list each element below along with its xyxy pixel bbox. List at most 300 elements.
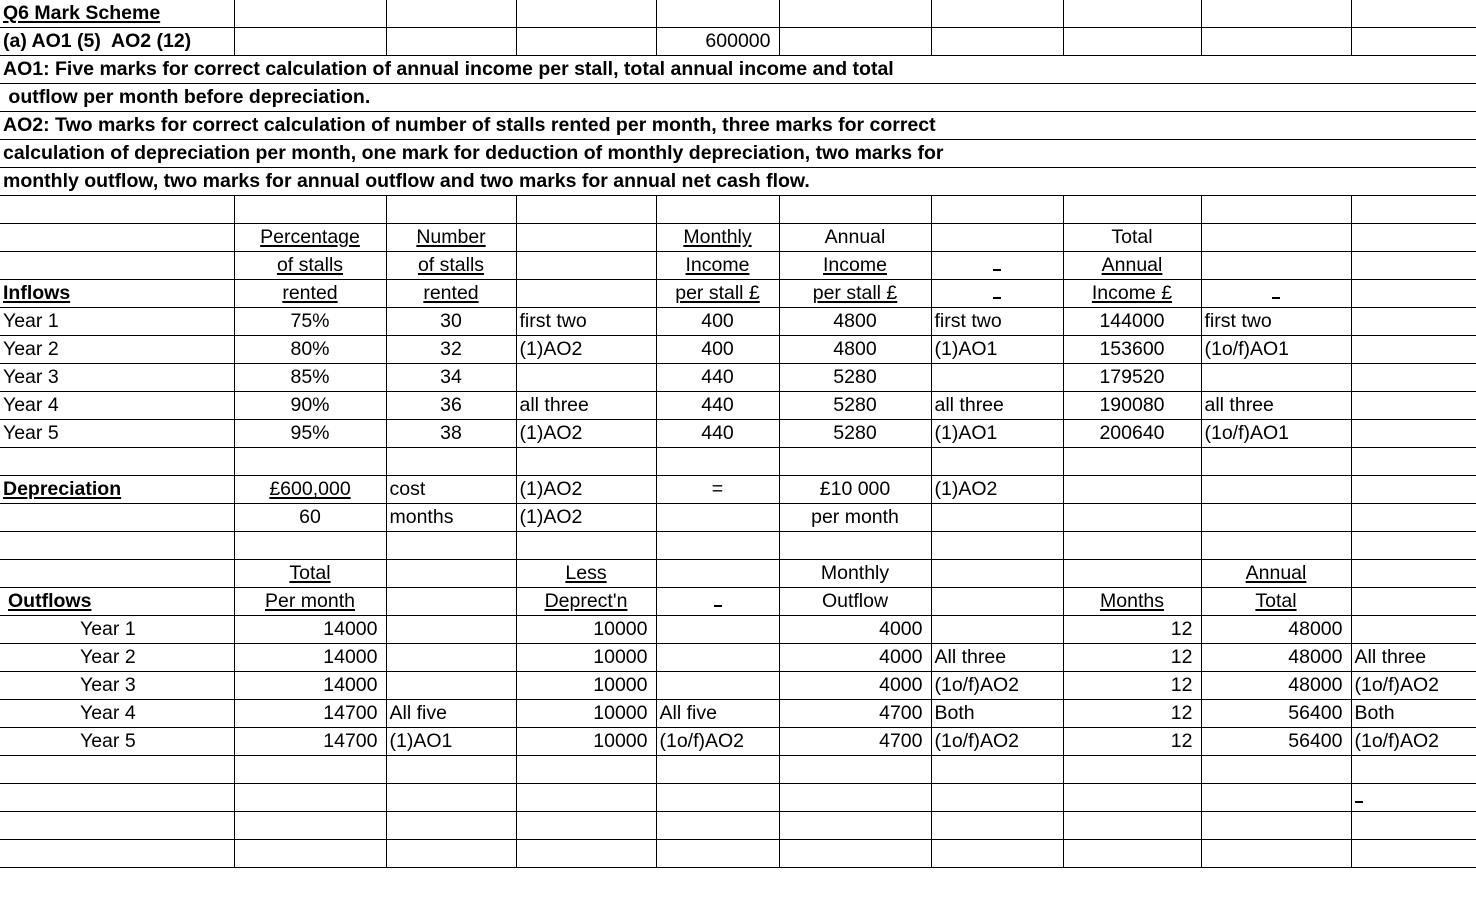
sheet-row — [0, 532, 1476, 560]
cell[interactable] — [516, 840, 656, 868]
cell[interactable] — [516, 28, 656, 56]
cell[interactable] — [931, 392, 1063, 420]
cell[interactable] — [516, 532, 656, 560]
cell[interactable] — [779, 672, 931, 700]
cell-text: Outflows — [8, 590, 92, 612]
cell[interactable] — [1201, 476, 1351, 504]
cell-text: AO2: Two marks for correct calculation of number of stalls rented per month, three marks for correct — [3, 114, 936, 136]
cell[interactable] — [931, 336, 1063, 364]
cell[interactable] — [931, 308, 1063, 336]
cell[interactable] — [516, 336, 656, 364]
cell[interactable] — [1351, 448, 1476, 476]
cell[interactable] — [0, 560, 234, 588]
cell[interactable] — [1201, 252, 1351, 280]
cell-text: 12 — [1170, 702, 1193, 724]
cell[interactable] — [931, 812, 1063, 840]
cell[interactable] — [779, 700, 931, 728]
cell[interactable] — [1063, 224, 1201, 252]
cell[interactable] — [931, 28, 1063, 56]
cell[interactable] — [386, 812, 516, 840]
cell[interactable] — [1201, 420, 1351, 448]
cell[interactable] — [234, 336, 386, 364]
cell[interactable] — [931, 672, 1063, 700]
cell[interactable] — [386, 280, 516, 308]
cell[interactable] — [931, 252, 1063, 280]
cell[interactable] — [1351, 280, 1476, 308]
cell[interactable] — [656, 728, 779, 756]
cell[interactable] — [1201, 840, 1351, 868]
cell-text: 10000 — [593, 674, 648, 696]
sheet-row — [0, 448, 1476, 476]
cell[interactable] — [1351, 420, 1476, 448]
cell[interactable] — [1201, 392, 1351, 420]
cell-text: Both — [1354, 702, 1395, 724]
cell[interactable] — [656, 420, 779, 448]
cell-text: (1)AO1 — [389, 730, 453, 752]
cell[interactable] — [779, 616, 931, 644]
cell[interactable] — [516, 0, 656, 28]
cell-text: £600,000 — [269, 478, 351, 500]
cell[interactable] — [386, 644, 516, 672]
cell[interactable] — [1201, 224, 1351, 252]
cell-text: Annual — [1245, 562, 1307, 584]
cell[interactable] — [0, 28, 234, 56]
cell[interactable] — [1063, 196, 1201, 224]
cell[interactable] — [386, 224, 516, 252]
cell[interactable] — [656, 560, 779, 588]
cell[interactable] — [1201, 364, 1351, 392]
cell[interactable] — [931, 700, 1063, 728]
cell[interactable] — [1351, 840, 1476, 868]
cell[interactable] — [386, 560, 516, 588]
cell[interactable] — [1063, 756, 1201, 784]
cell[interactable] — [931, 476, 1063, 504]
cell[interactable] — [0, 420, 234, 448]
cell[interactable] — [1063, 784, 1201, 812]
cell[interactable] — [234, 420, 386, 448]
cell[interactable] — [516, 616, 656, 644]
cell[interactable] — [386, 420, 516, 448]
cell[interactable] — [386, 756, 516, 784]
cell[interactable] — [0, 588, 234, 616]
cell[interactable] — [234, 364, 386, 392]
cell[interactable] — [931, 0, 1063, 28]
cell[interactable] — [1351, 252, 1476, 280]
cell[interactable] — [656, 336, 779, 364]
cell[interactable] — [0, 532, 234, 560]
cell[interactable] — [234, 532, 386, 560]
cell[interactable] — [386, 532, 516, 560]
cell[interactable] — [1201, 756, 1351, 784]
cell[interactable] — [779, 392, 931, 420]
cell[interactable] — [234, 784, 386, 812]
cell[interactable] — [516, 448, 656, 476]
cell-text: 4000 — [879, 618, 923, 640]
cell[interactable] — [656, 280, 779, 308]
cell[interactable] — [656, 616, 779, 644]
cell[interactable] — [779, 644, 931, 672]
cell-text: 440 — [701, 422, 734, 444]
cell[interactable] — [516, 224, 656, 252]
cell[interactable] — [1351, 588, 1476, 616]
cell[interactable] — [234, 700, 386, 728]
cell[interactable] — [779, 280, 931, 308]
cell[interactable] — [386, 616, 516, 644]
cell-text: Income — [685, 254, 750, 276]
cell[interactable] — [656, 364, 779, 392]
cell[interactable] — [516, 560, 656, 588]
cell[interactable] — [1063, 532, 1201, 560]
cell[interactable] — [234, 644, 386, 672]
cell-text: Deprect'n — [544, 590, 628, 612]
cell[interactable] — [656, 308, 779, 336]
cell[interactable] — [779, 588, 931, 616]
cell[interactable] — [1063, 644, 1201, 672]
cell[interactable] — [386, 336, 516, 364]
cell[interactable] — [1201, 196, 1351, 224]
cell[interactable] — [1063, 280, 1201, 308]
cell-text: 440 — [701, 394, 734, 416]
cell[interactable] — [386, 0, 516, 28]
cell[interactable] — [234, 840, 386, 868]
cell[interactable] — [0, 392, 234, 420]
cell[interactable] — [0, 616, 234, 644]
cell[interactable] — [386, 308, 516, 336]
cell[interactable] — [386, 448, 516, 476]
cell[interactable] — [656, 672, 779, 700]
cell[interactable] — [1063, 812, 1201, 840]
cell[interactable] — [0, 280, 234, 308]
cell[interactable] — [0, 308, 234, 336]
cell[interactable] — [779, 812, 931, 840]
cell[interactable] — [516, 728, 656, 756]
cell[interactable] — [386, 476, 516, 504]
cell[interactable] — [656, 392, 779, 420]
cell[interactable] — [0, 728, 234, 756]
cell[interactable] — [1351, 224, 1476, 252]
cell[interactable] — [1351, 812, 1476, 840]
cell[interactable] — [1201, 644, 1351, 672]
cell[interactable] — [1351, 532, 1476, 560]
cell[interactable] — [656, 224, 779, 252]
cell[interactable] — [234, 196, 386, 224]
cell[interactable] — [234, 392, 386, 420]
cell[interactable] — [931, 532, 1063, 560]
cell[interactable] — [656, 448, 779, 476]
cell[interactable] — [1063, 672, 1201, 700]
cell[interactable] — [1201, 504, 1351, 532]
cell[interactable] — [1351, 0, 1476, 28]
cell[interactable] — [1063, 840, 1201, 868]
cell[interactable] — [1351, 672, 1476, 700]
cell[interactable] — [0, 448, 234, 476]
cell[interactable] — [234, 728, 386, 756]
cell[interactable] — [1351, 616, 1476, 644]
cell[interactable] — [386, 364, 516, 392]
cell[interactable] — [234, 504, 386, 532]
cell[interactable] — [0, 672, 234, 700]
cell[interactable] — [516, 196, 656, 224]
cell[interactable] — [779, 364, 931, 392]
cell[interactable] — [1201, 28, 1351, 56]
cell[interactable] — [386, 672, 516, 700]
cell[interactable] — [234, 672, 386, 700]
cell[interactable] — [931, 756, 1063, 784]
cell[interactable] — [779, 224, 931, 252]
cell[interactable] — [779, 476, 931, 504]
outflow-row — [0, 616, 1476, 644]
cell[interactable] — [1063, 728, 1201, 756]
cell[interactable] — [0, 840, 234, 868]
cell[interactable] — [0, 112, 1476, 140]
cell-text: of stalls — [417, 254, 485, 276]
cell[interactable] — [779, 28, 931, 56]
cell[interactable] — [656, 0, 779, 28]
cell[interactable] — [0, 756, 234, 784]
cell[interactable] — [779, 252, 931, 280]
cell[interactable] — [386, 784, 516, 812]
cell[interactable] — [516, 476, 656, 504]
cell[interactable] — [656, 784, 779, 812]
cell[interactable] — [0, 644, 234, 672]
cell[interactable] — [1201, 588, 1351, 616]
cell-text: 4700 — [879, 702, 923, 724]
cell[interactable] — [779, 196, 931, 224]
cell[interactable] — [656, 28, 779, 56]
cell[interactable] — [0, 252, 234, 280]
cell[interactable] — [516, 784, 656, 812]
cell[interactable] — [0, 224, 234, 252]
cell[interactable] — [1063, 308, 1201, 336]
cell[interactable] — [931, 784, 1063, 812]
cell[interactable] — [1201, 784, 1351, 812]
cell[interactable] — [0, 336, 234, 364]
cell[interactable] — [931, 644, 1063, 672]
cell[interactable] — [931, 364, 1063, 392]
cell[interactable] — [1201, 448, 1351, 476]
cell[interactable] — [0, 168, 1476, 196]
cell[interactable] — [779, 840, 931, 868]
cell[interactable] — [386, 28, 516, 56]
cell[interactable] — [1201, 700, 1351, 728]
cell-text: Year 3 — [80, 674, 136, 696]
cell[interactable] — [656, 812, 779, 840]
cell[interactable] — [1063, 504, 1201, 532]
cell[interactable] — [1351, 504, 1476, 532]
cell[interactable] — [1351, 644, 1476, 672]
cell[interactable] — [1201, 532, 1351, 560]
cell[interactable] — [656, 532, 779, 560]
cell[interactable] — [1351, 196, 1476, 224]
cell[interactable] — [656, 644, 779, 672]
cell[interactable] — [1351, 392, 1476, 420]
cell[interactable] — [386, 700, 516, 728]
cell[interactable] — [0, 504, 234, 532]
cell[interactable] — [0, 140, 1476, 168]
cell[interactable] — [0, 84, 1476, 112]
cell[interactable] — [516, 588, 656, 616]
cell[interactable] — [386, 392, 516, 420]
cell[interactable] — [386, 588, 516, 616]
cell-text: 95% — [290, 422, 330, 444]
cell[interactable] — [1063, 364, 1201, 392]
cell-text: outflow per month before depreciation. — [3, 86, 371, 108]
cell[interactable] — [656, 196, 779, 224]
cell[interactable] — [1063, 336, 1201, 364]
cell[interactable] — [779, 504, 931, 532]
cell[interactable] — [779, 336, 931, 364]
cell[interactable] — [516, 392, 656, 420]
cell-text: first two — [934, 310, 1002, 332]
cell[interactable] — [1351, 700, 1476, 728]
cell-text: 190080 — [1099, 394, 1165, 416]
cell[interactable] — [516, 504, 656, 532]
cell[interactable] — [1201, 560, 1351, 588]
cell[interactable] — [234, 280, 386, 308]
outflow-row — [0, 644, 1476, 672]
cell[interactable] — [386, 252, 516, 280]
cell[interactable] — [386, 728, 516, 756]
cell[interactable] — [931, 728, 1063, 756]
cell[interactable] — [516, 644, 656, 672]
cell[interactable] — [0, 196, 234, 224]
cell[interactable] — [1351, 784, 1476, 812]
cell[interactable] — [516, 280, 656, 308]
cell-text: (1)AO2 — [519, 422, 583, 444]
cell[interactable] — [1201, 616, 1351, 644]
cell[interactable] — [1201, 336, 1351, 364]
cell[interactable] — [516, 252, 656, 280]
cell[interactable] — [1351, 308, 1476, 336]
cell[interactable] — [1063, 28, 1201, 56]
cell[interactable] — [234, 224, 386, 252]
cell[interactable] — [1351, 336, 1476, 364]
cell[interactable] — [516, 308, 656, 336]
cell[interactable] — [234, 0, 386, 28]
cell[interactable] — [234, 476, 386, 504]
cell[interactable] — [1063, 448, 1201, 476]
cell[interactable] — [779, 308, 931, 336]
cell[interactable] — [516, 672, 656, 700]
cell[interactable] — [1201, 812, 1351, 840]
cell[interactable] — [234, 588, 386, 616]
cell[interactable] — [931, 504, 1063, 532]
cell[interactable] — [931, 588, 1063, 616]
cell[interactable] — [234, 812, 386, 840]
cell[interactable] — [386, 840, 516, 868]
cell[interactable] — [779, 420, 931, 448]
cell[interactable] — [234, 308, 386, 336]
cell[interactable] — [656, 840, 779, 868]
cell[interactable] — [234, 252, 386, 280]
cell[interactable] — [0, 0, 234, 28]
cell[interactable] — [386, 196, 516, 224]
cell[interactable] — [516, 420, 656, 448]
cell[interactable] — [1351, 364, 1476, 392]
cell[interactable] — [931, 840, 1063, 868]
cell[interactable] — [931, 616, 1063, 644]
cell[interactable] — [1201, 280, 1351, 308]
cell[interactable] — [656, 504, 779, 532]
cell[interactable] — [779, 0, 931, 28]
cell[interactable] — [1063, 0, 1201, 28]
cell[interactable] — [779, 728, 931, 756]
cell-text: 400 — [701, 338, 734, 360]
cell-text: Year 2 — [3, 338, 59, 360]
cell[interactable] — [931, 560, 1063, 588]
cell[interactable] — [1201, 308, 1351, 336]
cell[interactable] — [1201, 672, 1351, 700]
cell[interactable] — [0, 364, 234, 392]
cell[interactable] — [779, 532, 931, 560]
cell[interactable] — [516, 700, 656, 728]
cell-text: All five — [389, 702, 447, 724]
cell[interactable] — [0, 476, 234, 504]
cell[interactable] — [656, 756, 779, 784]
cell[interactable] — [1063, 560, 1201, 588]
cell[interactable] — [234, 28, 386, 56]
cell-text: 4000 — [879, 646, 923, 668]
cell-text: Year 4 — [80, 702, 136, 724]
cell[interactable] — [516, 812, 656, 840]
cell[interactable] — [1063, 476, 1201, 504]
cell[interactable] — [931, 224, 1063, 252]
cell[interactable] — [1063, 392, 1201, 420]
cell-text: of stalls — [276, 254, 344, 276]
cell[interactable] — [0, 784, 234, 812]
cell-text: 4000 — [879, 674, 923, 696]
cell[interactable] — [931, 196, 1063, 224]
cell[interactable] — [779, 448, 931, 476]
cell[interactable] — [0, 700, 234, 728]
cell[interactable] — [1201, 0, 1351, 28]
cell[interactable] — [386, 504, 516, 532]
cell[interactable] — [1351, 756, 1476, 784]
cell[interactable] — [656, 252, 779, 280]
cell[interactable] — [931, 420, 1063, 448]
cell[interactable] — [779, 784, 931, 812]
cell[interactable] — [516, 756, 656, 784]
cell[interactable] — [1063, 616, 1201, 644]
cell[interactable] — [1063, 420, 1201, 448]
cell-text: Total — [289, 562, 331, 584]
cell[interactable] — [1063, 700, 1201, 728]
cell[interactable] — [234, 560, 386, 588]
cell[interactable] — [1063, 252, 1201, 280]
cell-text: Monthly — [683, 226, 752, 248]
cell[interactable] — [656, 476, 779, 504]
cell[interactable] — [234, 448, 386, 476]
cell[interactable] — [779, 560, 931, 588]
cell[interactable] — [1201, 728, 1351, 756]
cell[interactable] — [516, 364, 656, 392]
cell[interactable] — [1351, 476, 1476, 504]
cell[interactable] — [931, 448, 1063, 476]
cell[interactable] — [656, 700, 779, 728]
cell[interactable] — [234, 756, 386, 784]
cell[interactable] — [656, 588, 779, 616]
cell[interactable] — [1351, 28, 1476, 56]
cell[interactable] — [0, 56, 1476, 84]
cell[interactable] — [1351, 728, 1476, 756]
cell[interactable] — [779, 756, 931, 784]
cell-text: Total — [1111, 226, 1153, 248]
cell[interactable] — [931, 280, 1063, 308]
cell[interactable] — [1351, 560, 1476, 588]
cell[interactable] — [234, 616, 386, 644]
cell[interactable] — [0, 812, 234, 840]
cell[interactable] — [1063, 588, 1201, 616]
